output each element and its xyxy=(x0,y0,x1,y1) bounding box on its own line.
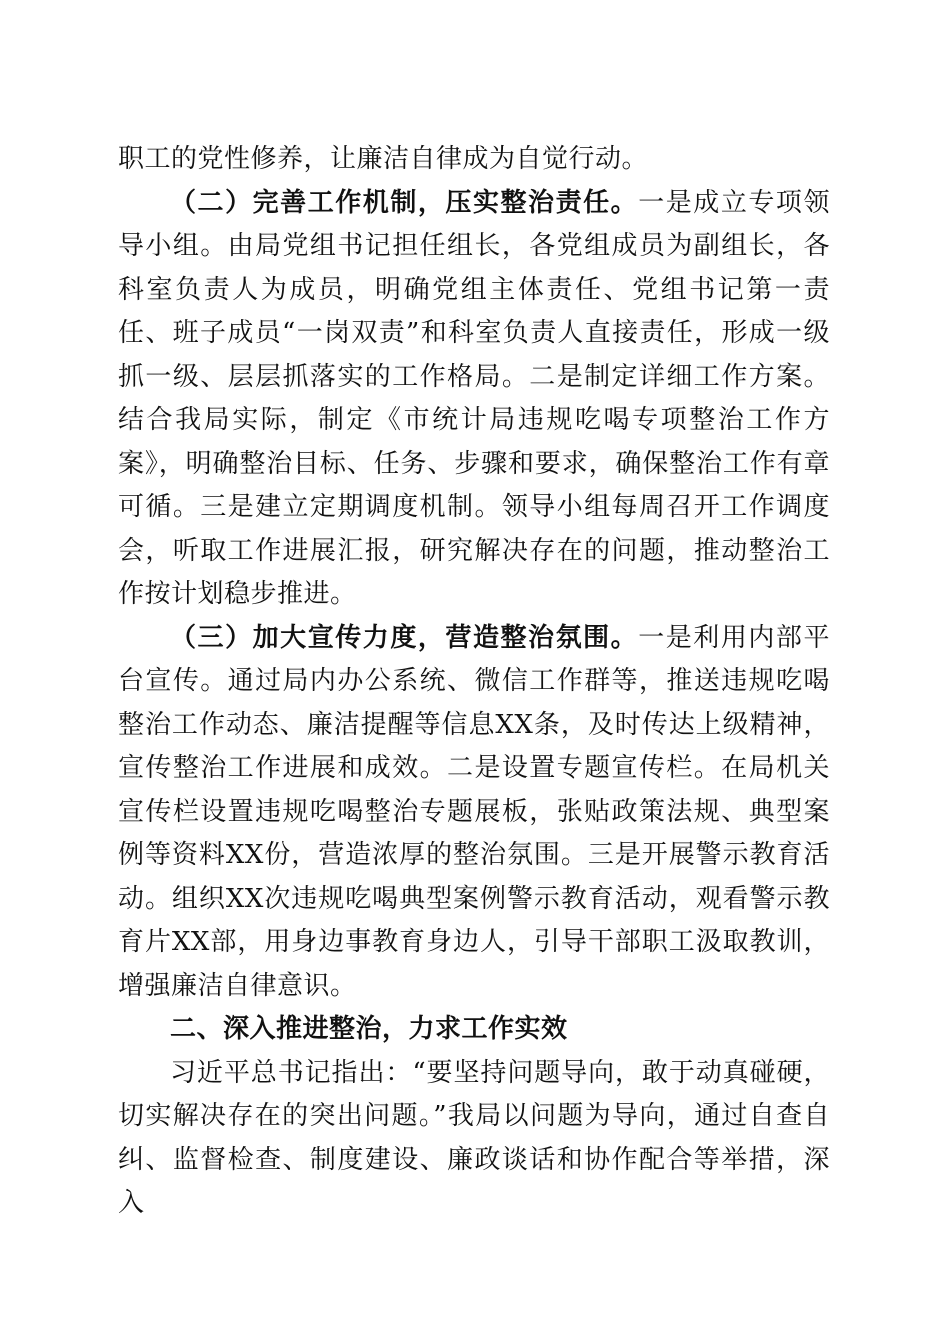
section-2-body: 一是成立专项领导小组。由局党组书记担任组长，各党组成员为副组长，各科室负责人为成员，明确党组主体责任、党组书记第一责任、班子成员“一岗双责”和科室负责人直接责任，形成一级抓一级、层层抓落实的工作格局。二是制定详细工作方案。结合我局实际，制定《市统计局违规吃喝专项整治工作方案》，明确整治目标、任务、步骤和要求，确保整治工作有章可循。三是建立定期调度机制。领导小组每周召开工作调度会，听取工作进展汇报，研究解决存在的问题，推动整治工作按计划稳步推进。 xyxy=(118,187,830,609)
document-page xyxy=(118,138,830,1226)
section-3-body: 一是利用内部平台宣传。通过局内办公系统、微信工作群等，推送违规吃喝整治工作动态、廉洁提醒等信息XX条，及时传达上级精神，宣传整治工作进展和成效。二是设置专题宣传栏。在局机关宣传栏设置违规吃喝整治专题展板，张贴政策法规、典型案例等资料XX份，营造浓厚的整治氛围。三是开展警示教育活动。组织XX次违规吃喝典型案例警示教育活动，观看警示教育片XX部，用身边事教育身边人，引导干部职工汲取教训，增强廉洁自律意识。 xyxy=(118,622,830,1001)
section-2-paragraph xyxy=(118,182,830,617)
part-2-heading: 二、深入推进整治，力求工作实效 xyxy=(170,1014,568,1044)
intro-tail-paragraph: 职工的党性修养，让廉洁自律成为自觉行动。 xyxy=(118,144,649,174)
part-2-paragraph: 习近平总书记指出：“要坚持问题导向，敢于动真碰硬，切实解决存在的突出问题。”我局以问题为导向，通过自查自纠、监督检查、制度建设、廉政谈话和协作配合等举措，深入 xyxy=(118,1057,830,1218)
section-3-paragraph xyxy=(118,617,830,1009)
section-3-heading: （三）加大宣传力度，营造整治氛围。 xyxy=(170,622,639,653)
section-2-heading: （二）完善工作机制，压实整治责任。 xyxy=(170,187,639,218)
